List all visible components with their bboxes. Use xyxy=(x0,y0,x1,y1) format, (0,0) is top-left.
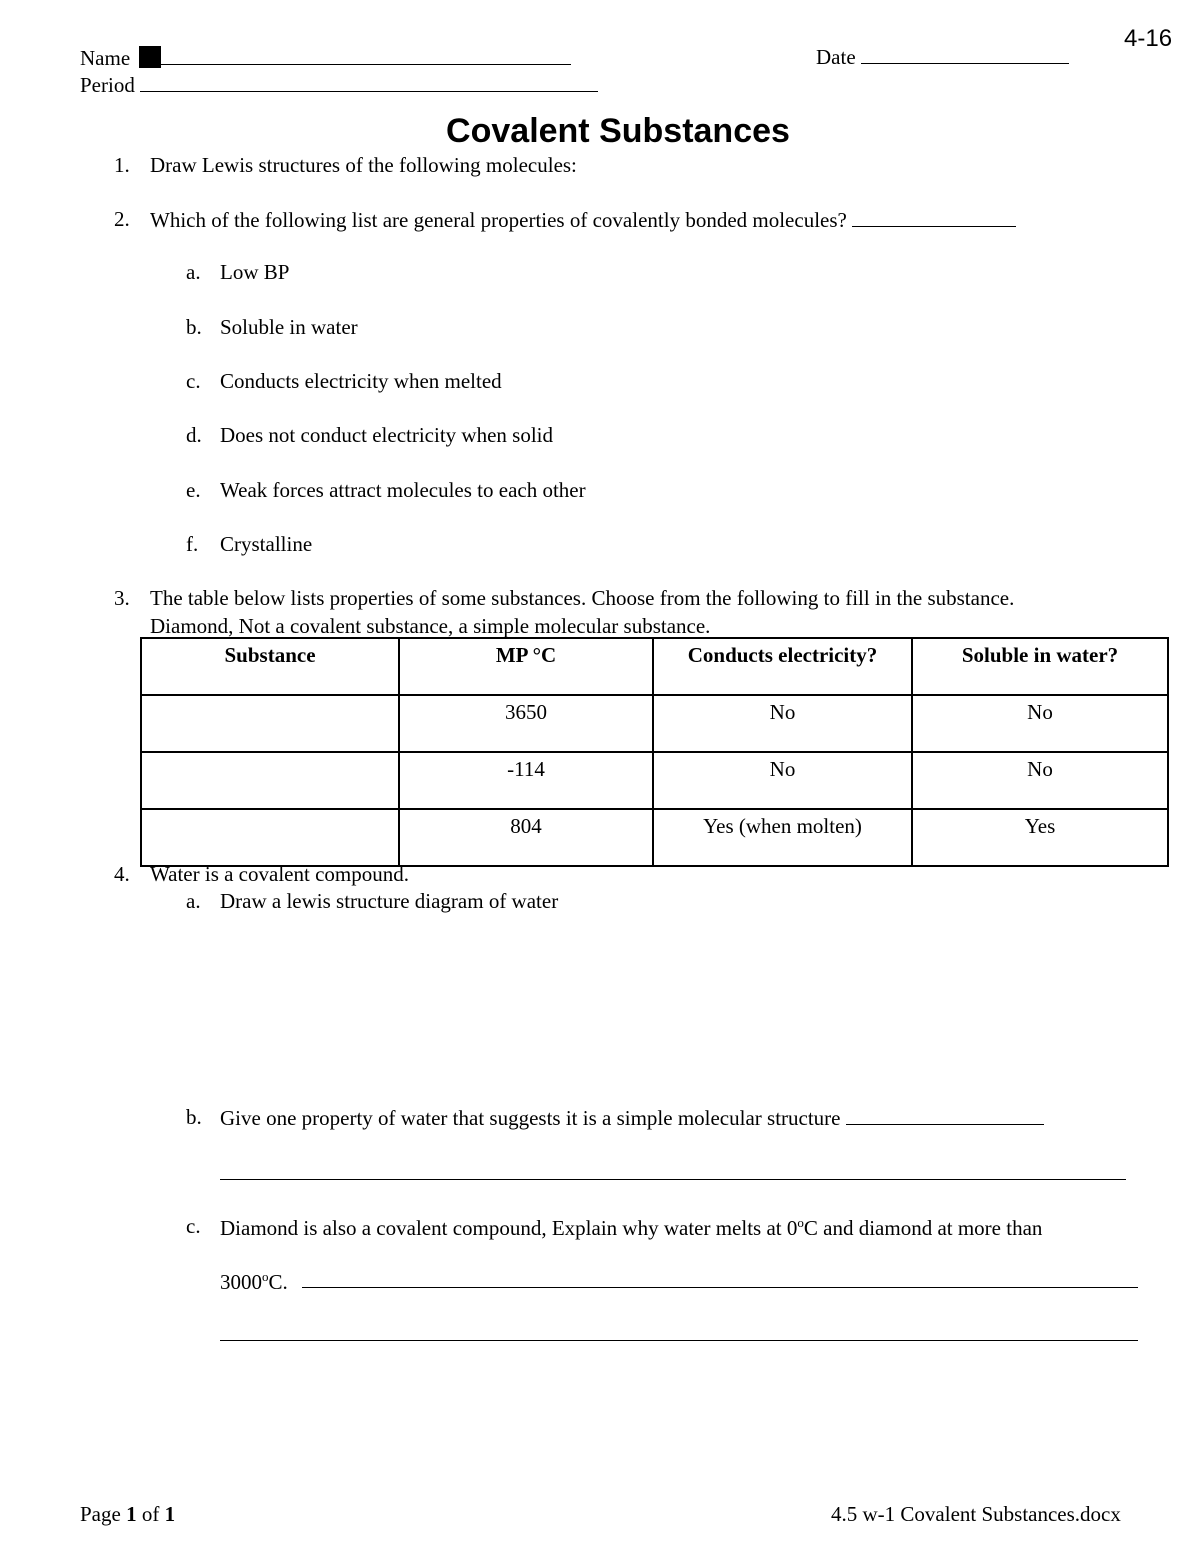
q4c-text-pre: Diamond is also a covalent compound, Explain why water melts at 0 xyxy=(220,1216,798,1240)
cell-mp: 3650 xyxy=(399,695,653,752)
cell-conducts: No xyxy=(653,695,912,752)
q1-number: 1. xyxy=(114,153,130,177)
q4b-question: Give one property of water that suggests it is a simple molecular structure xyxy=(220,1106,841,1130)
q4c-temp: 3000 xyxy=(220,1270,262,1294)
degree-symbol: o xyxy=(262,1269,269,1284)
q4c-answer-line[interactable] xyxy=(302,1287,1138,1288)
date-line xyxy=(861,46,1069,64)
table-row xyxy=(141,809,1168,866)
q4c-temp-unit: C. xyxy=(268,1270,288,1294)
cell-substance[interactable] xyxy=(141,809,399,866)
q2-option-text: Does not conduct electricity when solid xyxy=(220,423,553,447)
q2-option-text: Soluble in water xyxy=(220,315,358,339)
q2-option-letter: b. xyxy=(186,315,202,339)
cell-soluble: No xyxy=(912,695,1168,752)
q3-text-line2: Diamond, Not a covalent substance, a simple molecular substance. xyxy=(150,614,711,638)
header-mp xyxy=(399,638,653,695)
q2-option-letter: d. xyxy=(186,423,202,447)
page-total: 1 xyxy=(164,1502,176,1526)
header-soluble: Soluble in water? xyxy=(912,638,1168,695)
header-conducts: Conducts electricity? xyxy=(653,638,912,695)
q2-option-text: Crystalline xyxy=(220,532,313,556)
q2-text xyxy=(150,209,1016,231)
q1-text: Draw Lewis structures of the following molecules: xyxy=(150,153,577,177)
q3-text-line1: The table below lists properties of some substances. Choose from the following to fill in the substance. xyxy=(150,586,1015,610)
table-header-row xyxy=(141,638,1168,695)
page-title: Covalent Substances xyxy=(446,112,790,150)
page-number: 1 xyxy=(126,1502,137,1526)
header-substance: Substance xyxy=(141,638,399,695)
table-row xyxy=(141,752,1168,809)
q2-option-letter: f. xyxy=(186,532,199,556)
cell-substance[interactable] xyxy=(141,752,399,809)
of-label: of xyxy=(141,1502,160,1526)
q4-number: 4. xyxy=(114,862,130,886)
q4b-answer-line[interactable] xyxy=(846,1107,1044,1125)
q2-option-letter: e. xyxy=(186,478,201,502)
q2-option-text: Weak forces attract molecules to each other xyxy=(220,478,586,502)
cell-conducts: No xyxy=(653,752,912,809)
period-label: Period xyxy=(80,73,135,97)
date-field[interactable] xyxy=(816,46,1069,68)
q2-option-text: Low BP xyxy=(220,260,290,284)
q3-number: 3. xyxy=(114,586,130,610)
page-label: Page xyxy=(80,1502,121,1526)
q2-number: 2. xyxy=(114,207,130,231)
q4a-letter: a. xyxy=(186,889,201,913)
properties-table xyxy=(140,637,1169,867)
name-line xyxy=(161,47,571,65)
cell-soluble: No xyxy=(912,752,1168,809)
period-line xyxy=(140,74,598,92)
q4c-letter: c. xyxy=(186,1214,201,1238)
cell-mp: -114 xyxy=(399,752,653,809)
q4a-text: Draw a lewis structure diagram of water xyxy=(220,889,559,913)
redacted-name xyxy=(139,46,161,68)
q4c-text-line2 xyxy=(220,1270,288,1293)
page-code: 4-16 xyxy=(1124,25,1173,52)
table-row xyxy=(141,695,1168,752)
q4c-text-line1 xyxy=(220,1216,1042,1239)
q2-question: Which of the following list are general properties of covalently bonded molecules? xyxy=(150,208,847,232)
header-mp-unit: °C xyxy=(532,643,557,667)
q4b-text xyxy=(220,1107,1044,1129)
q2-option-letter: c. xyxy=(186,369,201,393)
period-field[interactable] xyxy=(80,74,598,96)
q2-answer-line[interactable] xyxy=(852,209,1016,227)
q4b-answer-line-2[interactable] xyxy=(220,1179,1126,1180)
cell-soluble: Yes xyxy=(912,809,1168,866)
q4c-answer-line-2[interactable] xyxy=(220,1340,1138,1341)
q2-option-text: Conducts electricity when melted xyxy=(220,369,502,393)
header-mp-label: MP xyxy=(495,643,528,667)
q4c-text-post: C and diamond at more than xyxy=(803,1216,1043,1240)
file-name: 4.5 w-1 Covalent Substances.docx xyxy=(831,1502,1121,1526)
cell-conducts: Yes (when molten) xyxy=(653,809,912,866)
cell-substance[interactable] xyxy=(141,695,399,752)
name-field[interactable] xyxy=(80,46,571,69)
page-indicator xyxy=(80,1504,175,1525)
q4-text: Water is a covalent compound. xyxy=(150,862,409,886)
date-label: Date xyxy=(816,45,856,69)
q2-option-letter: a. xyxy=(186,260,201,284)
degree-symbol: o xyxy=(797,1215,804,1230)
cell-mp: 804 xyxy=(399,809,653,866)
q4b-letter: b. xyxy=(186,1105,202,1129)
name-label: Name xyxy=(80,46,131,70)
